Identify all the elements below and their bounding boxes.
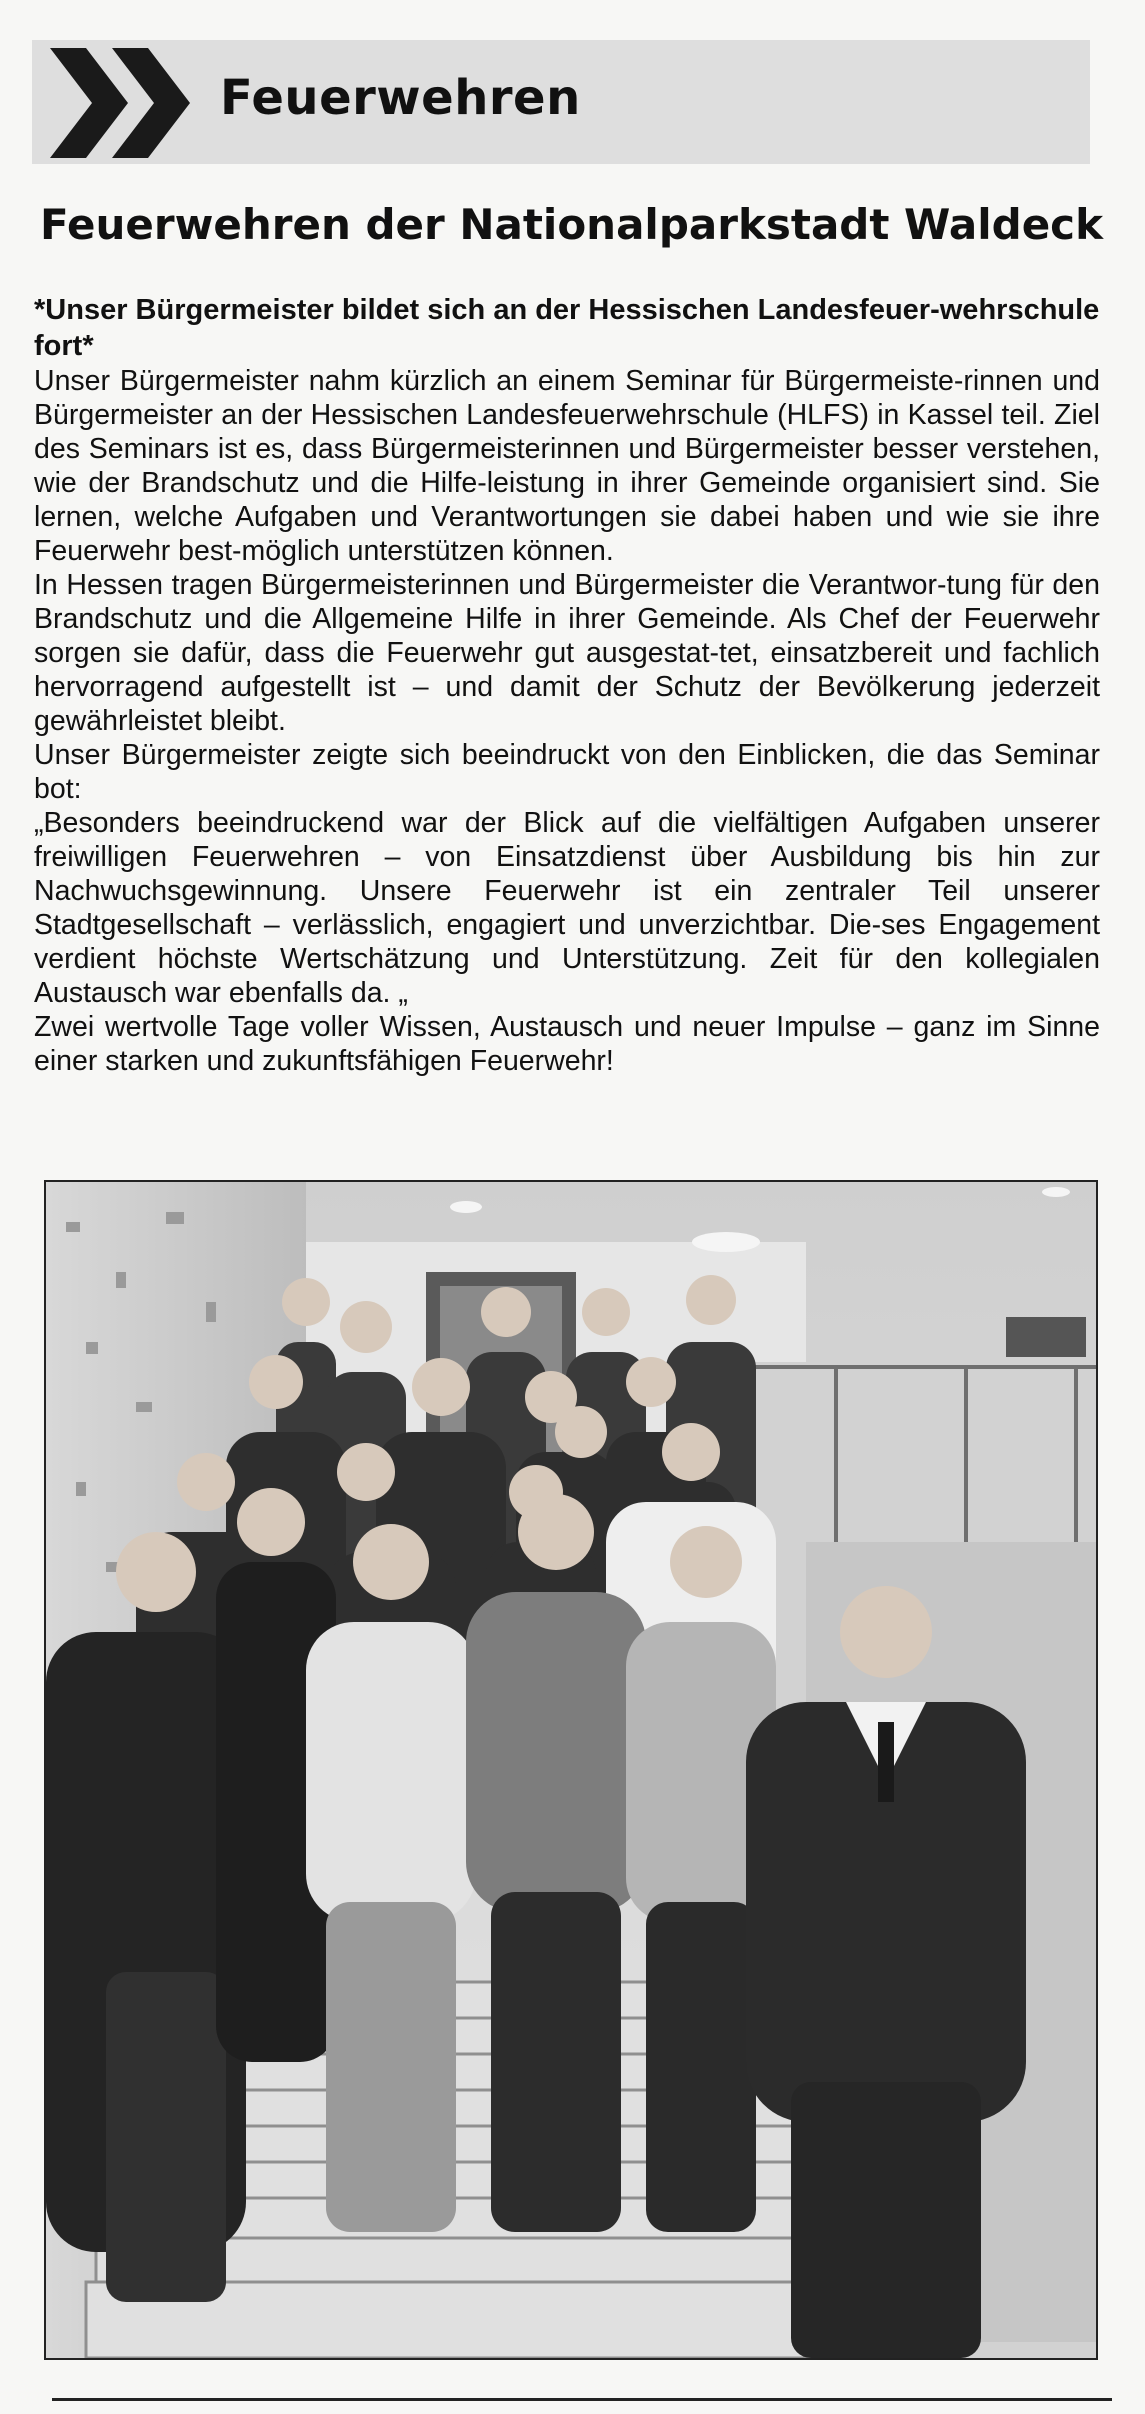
paragraph: „Besonders beeindruckend war der Blick auf die vielfältigen Aufgaben unserer freiwilligen Feuerwehren – von Einsatzdienst über Ausbildung bis hin zur Nachwuchsgewinnung. Unsere Feuerwehr ist ein zentraler Teil unserer Stadtgesellschaft – verlässlich, engagiert und unverzichtbar. Die-ses Engagement verdient höchste Wertschätzung und Unterstützung. Zeit für den kollegialen Austausch war ebenfalls da. „ (34, 807, 1100, 1009)
double-chevron-icon (50, 48, 200, 158)
paragraph: Zwei wertvolle Tage voller Wissen, Austausch und neuer Impulse – ganz im Sinne einer starken und zukunftsfähigen Feuerwehr! (34, 1011, 1100, 1077)
article-subheadline: *Unser Bürgermeister bildet sich an der Hessischen Landesfeuer-wehrschule fort* (34, 294, 1100, 362)
group-photo-illustration (46, 1182, 1096, 2358)
article-headline: Feuerwehren der Nationalparkstadt Waldeck (40, 200, 1104, 249)
section-header (32, 40, 1090, 164)
paragraph: Unser Bürgermeister nahm kürzlich an einem Seminar für Bürgermeiste-rinnen und Bürgermeister an der Hessischen Landesfeuerwehrschule (HLFS) in Kassel teil. Ziel des Seminars ist es, dass Bürgermeisterinnen und Bürgermeister besser verstehen, wie der Brandschutz und die Hilfe-leistung in ihrer Gemeinde organisiert sind. Sie lernen, welche Aufgaben und Verantwortungen sie dabei haben und wie sie ihre Feuerwehr best-möglich unterstützen können. (34, 365, 1100, 567)
divider (52, 2398, 1112, 2401)
group-photo (44, 1180, 1098, 2360)
article-body (34, 364, 1100, 1078)
paragraph: Unser Bürgermeister zeigte sich beeindruckt von den Einblicken, die das Seminar bot: (34, 739, 1100, 805)
section-label: Feuerwehren (220, 70, 581, 126)
paragraph: In Hessen tragen Bürgermeisterinnen und Bürgermeister die Verantwor-tung für den Brandschutz und die Allgemeine Hilfe in ihrer Gemeinde. Als Chef der Feuerwehr sorgen sie dafür, dass die Feuerwehr gut ausgestat-tet, einsatzbereit und fachlich hervorragend aufgestellt ist – und damit der Schutz der Bevölkerung jederzeit gewährleistet bleibt. (34, 569, 1100, 737)
